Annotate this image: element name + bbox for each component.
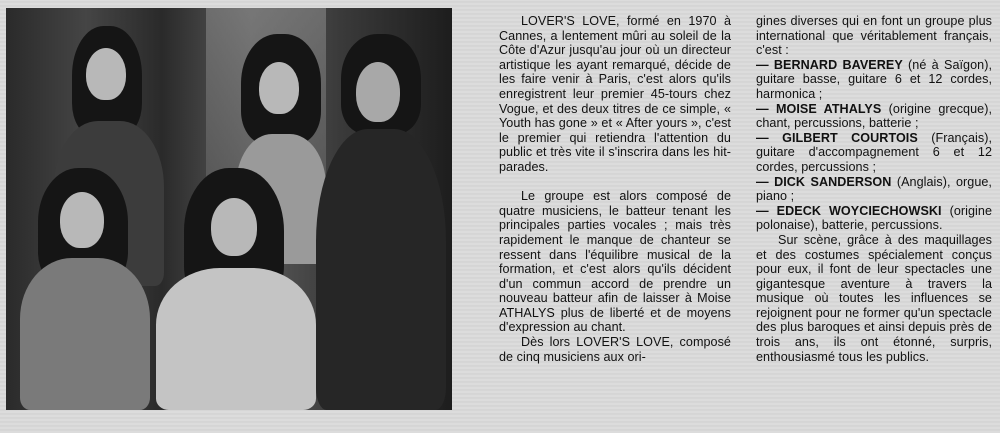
article-paragraph: Le groupe est alors composé de quatre musiciens, le batteur tenant les principales parties vocales ; mais très rapidement le manque de chanteur se ressent dans l'équilibre musical de la formation, et c'est alors qu'ils décident d'un commun accord de prendre un nouveau batteur afin de laisser à Moise ATHALYS plus de liberté et de moyens d'expression au chant. (499, 189, 731, 335)
member-name: — MOISE ATHALYS (756, 101, 882, 116)
member-name: — EDECK WOYCIECHOWSKI (756, 203, 942, 218)
member-detail: (Anglais), orgue, piano ; (756, 174, 992, 204)
member-detail: (né à Saïgon), guitare basse, guitare 6 et 12 cordes, harmonica ; (756, 57, 993, 101)
member-detail: (origine polonaise), batterie, percussions. (756, 203, 993, 233)
article-column-1 (499, 14, 731, 364)
member-entry (756, 102, 992, 131)
member-detail: (origine grecque), chant, percussions, batterie ; (756, 101, 992, 131)
member-entry (756, 131, 992, 175)
article-paragraph: Sur scène, grâce à des maquillages et des costumes spécialement conçus pour eux, il font de leur spectacles une gigantesque aventure à travers la musique où toutes les influences se rejoignent pour ne former qu'un spectacle des plus baroques et ainsi depuis près de trois ans, ils ont étonné, surpris, enthousiasmé tous les publics. (756, 232, 992, 364)
member-entry (756, 204, 992, 233)
article-paragraph: gines diverses qui en font un groupe plus international que véritablement français, c'est : (756, 14, 992, 58)
member-detail: (Français), guitare d'accompagnement 6 et 12 cordes, percussions ; (756, 130, 992, 174)
member-name: — DICK SANDERSON (756, 174, 892, 189)
article-paragraph: LOVER'S LOVE, formé en 1970 à Cannes, a lentement mûri au soleil de la Côte d'Azur jusqu'au jour où un directeur artistique les ayant remarqué, décide de les faire venir à Paris, c'est alors qu'ils enregistrent leur premier 45-tours chez Vogue, et des deux titres de ce simple, « Youth has gone » et « After yours », c'est le premier qui retiendra l'attention du public et très vite il s'inscrira dans les hit-parades. (499, 14, 731, 174)
member-entry (756, 58, 992, 102)
band-member-figure-4 (20, 168, 150, 410)
article-column-2 (756, 14, 992, 364)
member-name: — BERNARD BAVEREY (756, 57, 903, 72)
member-entry (756, 175, 992, 204)
band-member-figure-3 (316, 34, 446, 410)
band-member-figure-5 (156, 168, 316, 410)
member-name: — GILBERT COURTOIS (756, 130, 918, 145)
band-photo (6, 8, 452, 410)
article-paragraph: Dès lors LOVER'S LOVE, composé de cinq musiciens aux ori- (499, 335, 731, 364)
